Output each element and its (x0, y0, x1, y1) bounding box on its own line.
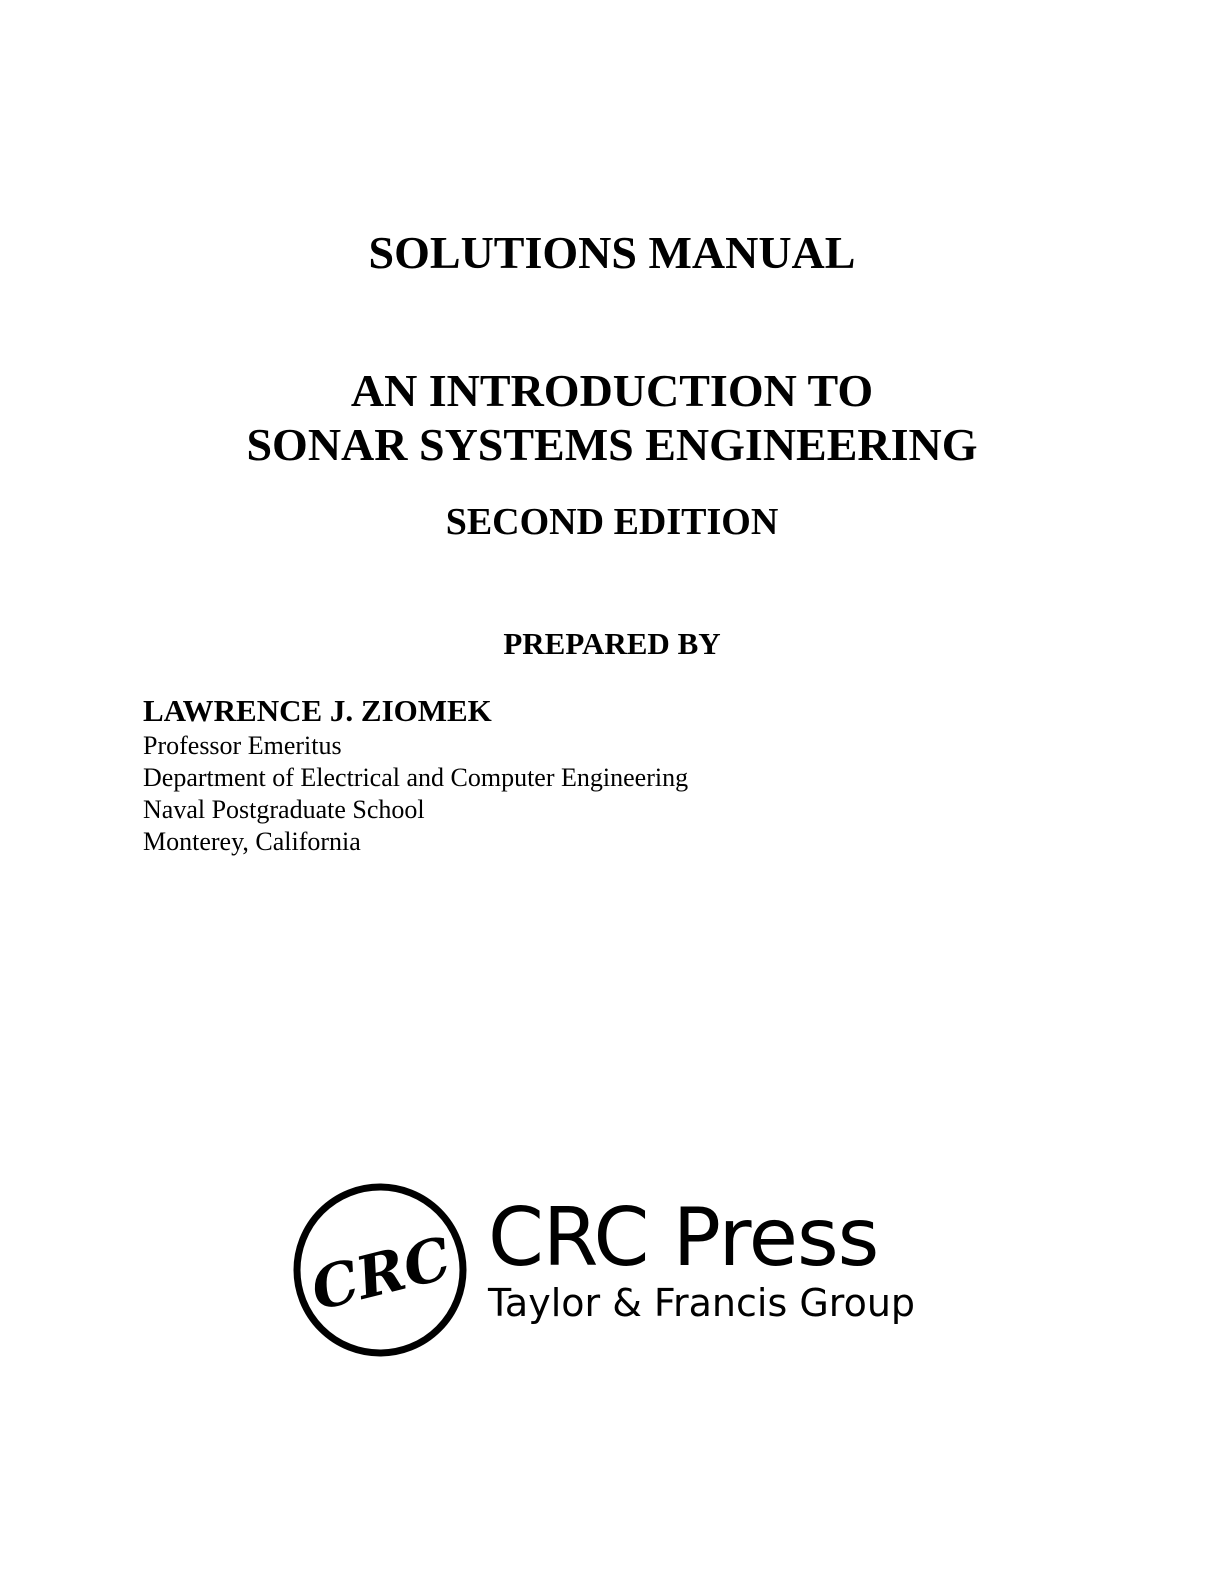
publisher-group: Taylor & Francis Group (488, 1281, 916, 1325)
author-title: Professor Emeritus (143, 731, 342, 760)
author-school: Naval Postgraduate School (143, 795, 425, 824)
edition-label: SECOND EDITION (445, 501, 779, 543)
book-title-line-2: SONAR SYSTEMS ENGINEERING (246, 419, 978, 470)
publisher-logo-text (488, 1192, 915, 1326)
author-department: Department of Electrical and Computer Engineering (143, 763, 689, 792)
author-location: Monterey, California (143, 827, 361, 856)
author-name: LAWRENCE J. ZIOMEK (143, 693, 492, 728)
document-title: SOLUTIONS MANUAL (368, 227, 856, 278)
book-title-line-1: AN INTRODUCTION TO (350, 365, 874, 416)
author-block (143, 694, 688, 858)
crc-emblem-icon (290, 1180, 470, 1360)
crc-emblem-text: CRC (304, 1223, 458, 1324)
prepared-by-label: PREPARED BY (503, 626, 721, 661)
publisher-name: CRC Press (488, 1191, 879, 1284)
